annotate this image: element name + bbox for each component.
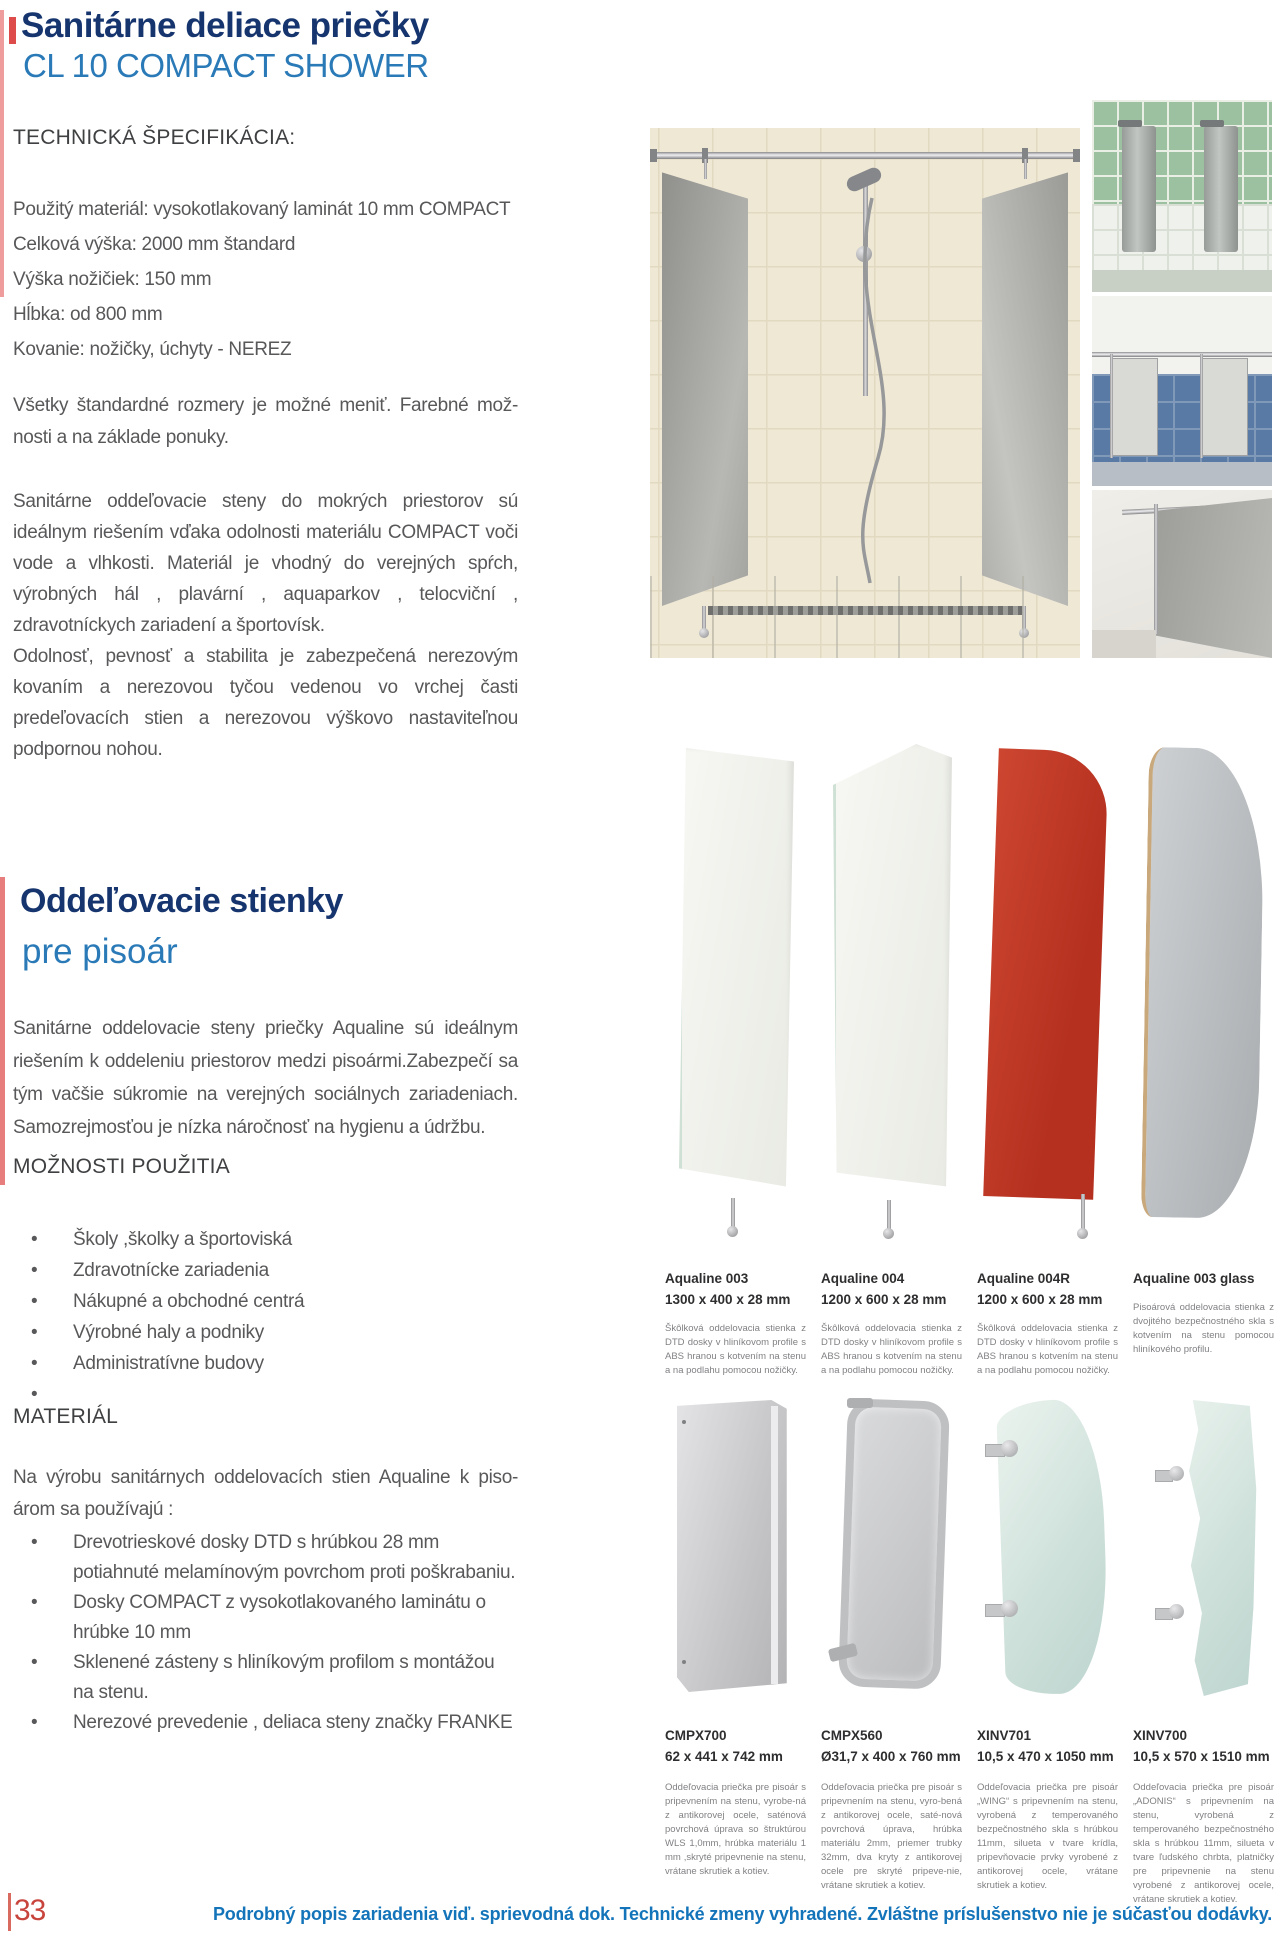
product-dims: Ø31,7 x 400 x 760 mm [821, 1749, 961, 1764]
white-tile-wall [1092, 204, 1272, 270]
paragraph-stability: Odolnosť, pevnosť a stabilita je zabezpečená nerezovým kovaním a nerezovou tyčou vedenou vo vrchej časti predeľovacích stien a nerezovou výškovo nastaviteľnou podpornou nohou. [13, 646, 518, 760]
blue-photo-floor [1092, 462, 1272, 486]
aqualine-004r-panel [983, 748, 1109, 1200]
footer-accent-line [8, 1893, 11, 1931]
product-description: Škôlková oddelovacia stienka z DTD dosky v hliníkovom profile s ABS hranou s kotvením na stenu a na podlahu pomocou nožičky. [821, 1323, 962, 1376]
product-description: Škôlková oddelovacia stienka z DTD dosky v hliníkovom profile s ABS hranou s kotvením na stenu a na podlahu pomocou nožičky. [665, 1323, 806, 1376]
blue-photo-panel-left [1112, 358, 1158, 456]
photo-green-tiled-showers [1092, 100, 1272, 292]
product-name: XINV701 [977, 1728, 1032, 1743]
photo-blue-tiled-showers [1092, 296, 1272, 486]
product-dims: 1200 x 600 x 28 mm [977, 1292, 1103, 1307]
product-description: Škôlková oddelovacia stienka z DTD dosky v hliníkovom profile s ABS hranou s kotvením na stenu a na podlahu pomocou nožičky. [977, 1323, 1118, 1376]
intro-paragraph: Všetky štandardné rozmery je možné meniť. Farebné mož-nosti a na základe ponuky. [13, 395, 518, 448]
product-card-xinv700 [1133, 1725, 1274, 1907]
spec-line-height: Celková výška: 2000 mm štandard [13, 234, 296, 255]
product-description: Oddeľovacia priečka pre pisoár s pripevnením na stenu, vyro-bená z antikorovej ocele, saté-nová povrchová úprava, hrúbka materiálu 2mm, priemer trubky 32mm, dva kryty z antikorovej ocele pre skryté pripeve-nie, vrátane skrutiek a kotiev. [821, 1782, 962, 1891]
product-card-cmpx700 [665, 1725, 806, 1879]
main-paragraphs [13, 486, 518, 765]
green-tile-wall [1092, 100, 1272, 204]
urinal-intro-paragraph: Sanitárne oddelovacie steny priečky Aqualine sú ideálnym riešením k oddeleniu priestorov medzi pisoármi.Zabezpečí sa tým vačšie súkromie na verejných sociálnych zariadeniach. Samozrejmosťou je nízka náročnosť na hygienu a údržbu. [13, 1018, 518, 1138]
product-image-aqualine-004 [821, 742, 962, 1252]
page-subtitle: CL 10 COMPACT SHOWER [23, 47, 429, 84]
aqualine-003-panel [679, 748, 794, 1200]
blue-photo-panel-right [1202, 358, 1248, 456]
material-heading: MATERIÁL [13, 1405, 119, 1428]
usage-item-offices: • Administratívne budovy [13, 1348, 518, 1379]
aqualine-004-panel [833, 744, 952, 1200]
page-number: 33 [14, 1894, 46, 1927]
product-image-cmpx560 [821, 1398, 962, 1698]
product-card-aqualine-004r [977, 1268, 1118, 1378]
section2-subtitle: pre pisoár [22, 932, 178, 971]
paragraph-wet-rooms: Sanitárne oddeľovacie steny do mokrých priestorov sú ideálnym riešením vďaka odolnosti materiálu COMPACT voči vode a vlhkosti. Materiál je vhodný do verejných spŕch, výrobných hál , plavární , aquaparkov , telocviční , zdravotníckych zariadení a športovísk. [13, 491, 518, 636]
spec-line-depth: Hĺbka: od 800 mm [13, 304, 163, 325]
spec-heading: TECHNICKÁ ŠPECIFIKÁCIA: [13, 126, 296, 149]
product-name: Aqualine 003 glass [1133, 1271, 1255, 1286]
corner-partition-panel [1156, 498, 1272, 658]
usage-item-health: • Zdravotnícke zariadenia [13, 1255, 518, 1286]
section1-accent-line [0, 10, 4, 297]
product-image-xinv700 [1133, 1398, 1274, 1698]
product-name: Aqualine 004R [977, 1271, 1071, 1286]
spec-list [13, 192, 510, 367]
usage-heading: MOŽNOSTI POUŽITIA [13, 1155, 230, 1178]
product-dims: 1300 x 400 x 28 mm [665, 1292, 791, 1307]
blue-photo-post-left [1110, 354, 1113, 458]
aqualine-003-glass-panel [1141, 747, 1265, 1219]
product-image-aqualine-003 [665, 742, 806, 1252]
product-dims: 1200 x 600 x 28 mm [821, 1292, 947, 1307]
material-list [13, 1528, 518, 1739]
product-card-xinv701 [977, 1725, 1118, 1893]
corner-floor [1092, 630, 1156, 658]
product-dims: 10,5 x 570 x 1510 mm [1133, 1749, 1270, 1764]
section2-title: Oddeľovacie stienky [20, 882, 343, 920]
product-description: Oddeľovacia priečka pre pisoár „ADONIS“ s pripevnením na stenu, vyrobená z temperovaného bezpečnostného skla s hrúbkou 11mm, silueta v tvare ľudského chrbta, platničky pre pripevnenie na stenu vyrobené z antikorovej ocele, vrátane skrutiek a kotiev. [1133, 1782, 1274, 1905]
product-image-aqualine-003-glass [1133, 742, 1274, 1252]
product-description: Oddeľovacia priečka pre pisoár „WING“ s pripevnením na stenu, vyrobená z temperovaného bezpečnostného skla s hrúbkou 11mm, silueta v tvare krídla, pripevňovacie prvky vyrobené z antikorovej ocele, vrátane skrutiek a kotiev. [977, 1782, 1118, 1891]
spec-line-material: Použitý materiál: vysokotlakovaný laminát 10 mm COMPACT [13, 199, 511, 220]
material-item-compact: • Dosky COMPACT z vysokotlakovaného laminátu o hrúbke 10 mm [13, 1588, 518, 1648]
aqualine-004-foot-stem [887, 1200, 891, 1230]
xinv700-mount-disc-top [1169, 1466, 1184, 1481]
xinv700-adonis-glass [1167, 1400, 1259, 1696]
shower-panel-steel-right [1204, 126, 1238, 252]
product-name: CMPX560 [821, 1728, 883, 1743]
product-image-xinv701 [977, 1398, 1118, 1698]
product-image-aqualine-004r [977, 742, 1118, 1252]
product-image-cmpx700 [665, 1398, 806, 1698]
shower-floor [650, 576, 1080, 658]
material-item-glass: • Sklenené zásteny s hliníkovým profilom s montážou na stenu. [13, 1648, 518, 1708]
cmpx700-front-edge [771, 1406, 778, 1684]
product-name: XINV700 [1133, 1728, 1188, 1743]
xinv700-mount-disc-bottom [1169, 1604, 1184, 1619]
product-name: Aqualine 003 [665, 1271, 749, 1286]
aqualine-003-foot [727, 1226, 738, 1237]
product-card-aqualine-003-glass [1133, 1268, 1274, 1357]
footer-note: Podrobný popis zariadenia viď. sprievodná dok. Technické zmeny vyhradené. Zvláštne príslušenstvo nie je súčasťou dodávky. [212, 1904, 1272, 1924]
product-card-aqualine-003 [665, 1268, 806, 1378]
photo-partition-corner [1092, 490, 1272, 658]
product-card-aqualine-004 [821, 1268, 962, 1378]
aqualine-004r-foot-stem [1081, 1194, 1085, 1230]
product-card-cmpx560 [821, 1725, 962, 1893]
aqualine-004-foot [883, 1228, 894, 1239]
photo-shower-room [650, 128, 1080, 658]
material-item-franke: • Nerezové prevedenie , deliaca steny značky FRANKE [13, 1708, 518, 1739]
section2-accent-line [0, 877, 5, 1185]
usage-item-factories: • Výrobné haly a podniky [13, 1317, 518, 1348]
product-description: Pisoárová oddelovacia stienka z dvojitého bezpečnostného skla s kotvením na stenu pomocou hliníkového profilu. [1133, 1302, 1274, 1355]
shower-panel-steel-left [1122, 126, 1156, 252]
material-intro: Na výrobu sanitárnych oddelovacích stien Aqualine k piso-árom sa používajú : [13, 1467, 518, 1520]
cmpx700-screw-top [682, 1420, 686, 1424]
usage-item-schools: • Školy ,školky a športoviská [13, 1224, 518, 1255]
product-name: CMPX700 [665, 1728, 727, 1743]
cmpx700-screw-bottom [682, 1660, 686, 1664]
shower-head-left [1118, 120, 1142, 127]
page-title: Sanitárne deliace priečky [21, 6, 429, 45]
green-photo-floor [1092, 270, 1272, 292]
title-red-marker [9, 17, 16, 44]
usage-item-shopping: • Nákupné a obchodné centrá [13, 1286, 518, 1317]
spec-line-feet: Výška nožičiek: 150 mm [13, 269, 212, 290]
usage-list [13, 1224, 518, 1410]
product-dims: 62 x 441 x 742 mm [665, 1749, 783, 1764]
cmpx560-wall-bracket-top [847, 1398, 873, 1408]
spec-line-hardware: Kovanie: nožičky, úchyty - NEREZ [13, 339, 292, 360]
material-item-dtd: • Drevotrieskové dosky DTD s hrúbkou 28 mm potiahnuté melamínovým povrchom proti poškrabaniu. [13, 1528, 518, 1588]
blue-photo-post-right [1200, 354, 1203, 458]
aqualine-004r-foot [1077, 1228, 1088, 1239]
product-name: Aqualine 004 [821, 1271, 905, 1286]
product-dims: 10,5 x 470 x 1050 mm [977, 1749, 1114, 1764]
floor-drain [708, 606, 1022, 615]
xinv701-mount-disc-top [1001, 1440, 1018, 1457]
aqualine-003-foot-stem [731, 1198, 735, 1228]
blue-photo-rail [1092, 352, 1272, 357]
product-description: Oddeľovacia priečka pre pisoár s pripevnením na stenu, vyrobe-ná z antikorovej ocele, saténová povrchová úprava so štruktúrou WLS 1,0mm, hrúbka materiálu 1 mm ,skryté pripevnenie na stenu, vrátane skrutiek a kotiev. [665, 1782, 806, 1877]
xinv701-mount-disc-bottom [1001, 1600, 1018, 1617]
corner-post [1154, 504, 1158, 634]
shower-head-right [1200, 120, 1224, 127]
